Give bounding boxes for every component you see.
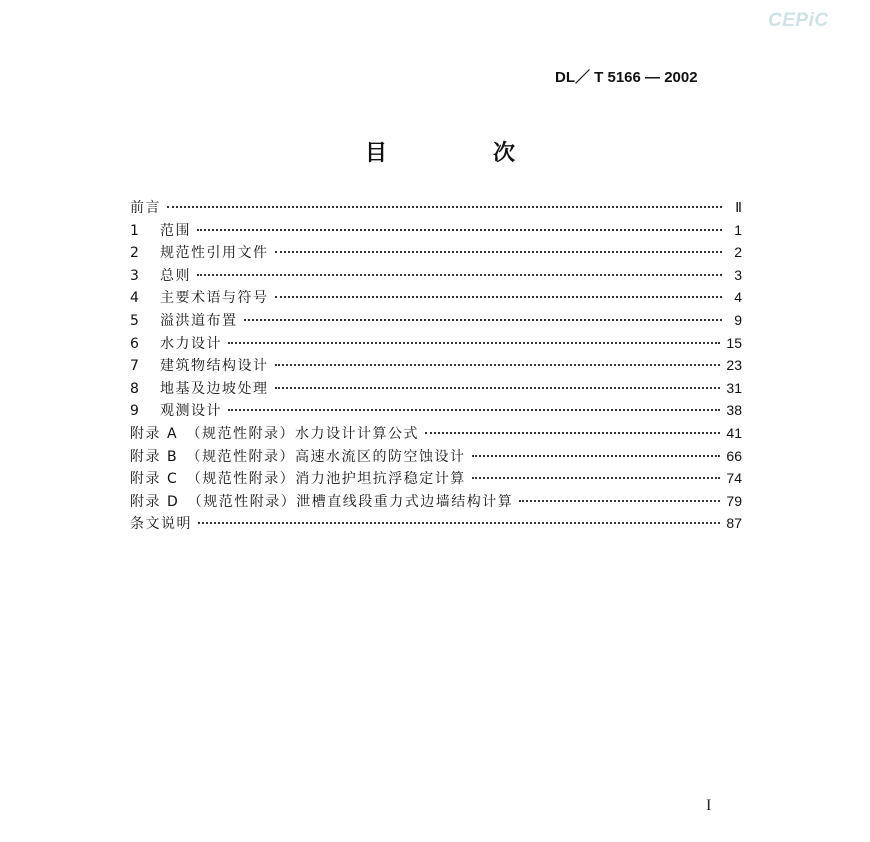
toc-entry-appendix-c[interactable]: [130, 467, 742, 490]
toc-page-number: 3: [734, 266, 742, 283]
toc-section-number: 7: [130, 358, 139, 375]
page-title-char-2: 次: [492, 141, 515, 166]
toc-page-number: 74: [726, 470, 742, 487]
toc-entry-5[interactable]: [130, 309, 742, 332]
toc-dot-leader: [198, 512, 720, 524]
toc-page-number: 1: [734, 221, 742, 238]
toc-entry-8[interactable]: [130, 377, 742, 400]
toc-entry-title: 总则: [160, 267, 191, 284]
toc-dot-leader: [472, 445, 721, 457]
page-title-char-1: 目: [365, 141, 388, 166]
page-title: [365, 136, 515, 166]
toc-entry-title: 附录 A （规范性附录）水力设计计算公式: [130, 425, 420, 442]
toc-entry-6[interactable]: [130, 332, 742, 355]
toc-page-number: 31: [726, 379, 742, 396]
toc-entry-title: 规范性引用文件: [160, 245, 269, 262]
toc-entry-title: 水力设计: [160, 335, 222, 352]
toc-entry-9[interactable]: [130, 399, 742, 422]
toc-page-number: 9: [734, 311, 742, 328]
toc-entry-2[interactable]: [130, 241, 742, 264]
toc-entry-title: 附录 B （规范性附录）高速水流区的防空蚀设计: [130, 448, 466, 465]
toc-page-number: 87: [726, 515, 742, 532]
toc-entry-title: 条文说明: [130, 516, 192, 533]
toc-page-number: 38: [726, 402, 742, 419]
toc-entry-title: 前言: [130, 200, 161, 216]
toc-entry-title: 溢洪道布置: [160, 312, 238, 329]
toc-entry-title: 观测设计: [160, 403, 222, 420]
standard-code: DL／ T 5166 — 2002: [555, 69, 698, 86]
toc-dot-leader: [228, 332, 720, 344]
toc-dot-leader: [167, 196, 722, 208]
toc-dot-leader: [425, 422, 720, 434]
toc-entry-preface[interactable]: [130, 196, 742, 219]
toc-page-number: 23: [726, 357, 742, 374]
toc-entry-explanation[interactable]: [130, 512, 742, 535]
toc-entry-title: 附录 C （规范性附录）消力池护坦抗浮稳定计算: [130, 471, 466, 488]
toc-entry-title: 范围: [160, 222, 191, 239]
toc-entry-title: 主要术语与符号: [160, 290, 269, 307]
toc-page-number: 4: [734, 289, 742, 306]
toc-section-number: 9: [130, 403, 139, 420]
toc-section-number: 3: [130, 267, 139, 284]
toc-entry-title: 地基及边坡处理: [160, 380, 269, 397]
page-number: I: [706, 797, 712, 814]
toc-section-number: 1: [130, 222, 139, 239]
toc-dot-leader: [197, 264, 722, 276]
toc-dot-leader: [197, 219, 722, 231]
toc-section-number: 5: [130, 312, 139, 329]
toc-entry-3[interactable]: [130, 264, 742, 287]
toc-entry-1[interactable]: [130, 219, 742, 242]
toc-entry-4[interactable]: [130, 286, 742, 309]
toc-page-number: Ⅱ: [735, 199, 742, 215]
cepic-logo: CEPiC: [768, 10, 829, 31]
toc-dot-leader: [472, 467, 721, 479]
toc-page-number: 79: [726, 492, 742, 509]
toc-dot-leader: [275, 354, 721, 366]
toc-entry-appendix-a[interactable]: [130, 422, 742, 445]
toc-dot-leader: [228, 399, 720, 411]
toc-dot-leader: [244, 309, 723, 321]
toc-section-number: 8: [130, 380, 139, 397]
toc-page-number: 15: [726, 334, 742, 351]
toc-dot-leader: [519, 490, 720, 502]
table-of-contents: [130, 196, 742, 535]
toc-page-number: 66: [726, 447, 742, 464]
toc-section-number: 2: [130, 245, 139, 262]
toc-entry-appendix-d[interactable]: [130, 490, 742, 513]
toc-entry-title: 附录 D （规范性附录）泄槽直线段重力式边墙结构计算: [130, 493, 514, 510]
toc-dot-leader: [275, 286, 723, 298]
toc-entry-appendix-b[interactable]: [130, 445, 742, 468]
toc-page-number: 2: [734, 244, 742, 261]
toc-entry-7[interactable]: [130, 354, 742, 377]
toc-dot-leader: [275, 377, 721, 389]
toc-section-number: 4: [130, 290, 139, 307]
toc-section-number: 6: [130, 335, 139, 352]
toc-entry-title: 建筑物结构设计: [160, 358, 269, 375]
toc-dot-leader: [275, 241, 723, 253]
toc-page-number: 41: [726, 424, 742, 441]
